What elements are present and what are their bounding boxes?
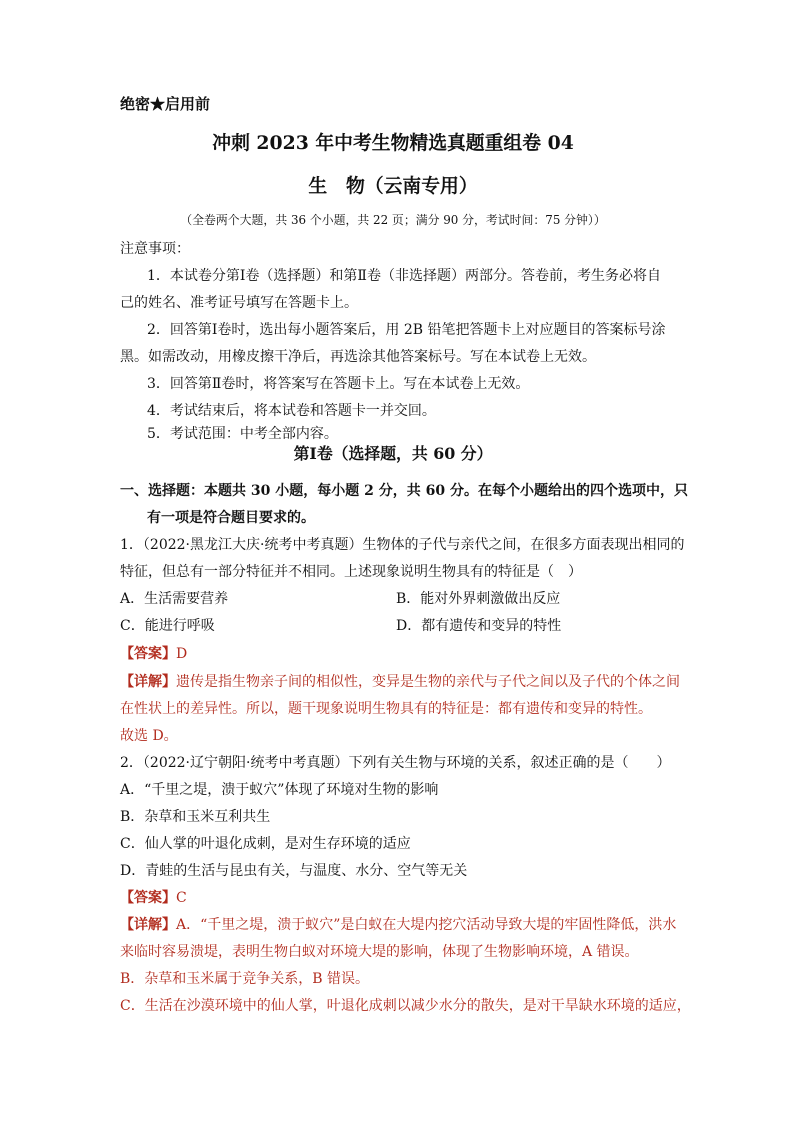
section-instruction-line-1: 一、选择题：本题共 30 小题，每小题 2 分，共 60 分。在每个小题给出的四个选项中，只 bbox=[120, 483, 688, 499]
page-subtitle: 生 物（云南专用） bbox=[308, 175, 478, 197]
q1-option-a: A．生活需要营养 bbox=[120, 591, 229, 607]
q2-option-b: B．杂草和玉米互利共生 bbox=[120, 809, 271, 825]
notice-item-1-line-1: 1．本试卷分第Ⅰ卷（选择题）和第Ⅱ卷（非选择题）两部分。答卷前，考生务必将自 bbox=[147, 268, 661, 284]
q1-detail-text: 遗传是指生物亲子间的相似性，变异是生物的亲代与子代之间以及子代的个体之间 bbox=[176, 674, 680, 690]
notice-item-4: 4．考试结束后，将本试卷和答题卡一并交回。 bbox=[147, 403, 436, 419]
q1-detail-line-2: 在性状上的差异性。所以，题干现象说明生物具有的特征是：都有遗传和变异的特性。 bbox=[120, 701, 652, 717]
q1-stem-line-2: 特征，但总有一部分特征并不相同。上述现象说明生物具有的特征是（ ） bbox=[120, 564, 582, 580]
exam-info: （全卷两个大题，共 36 个小题，共 22 页；满分 90 分，考试时间：75 分钟）） bbox=[180, 213, 606, 227]
q2-option-a: A．“千里之堤，溃于蚁穴”体现了环境对生物的影响 bbox=[120, 782, 439, 798]
q2-detail-line-3: B．杂草和玉米属于竞争关系，B 错误。 bbox=[120, 971, 370, 987]
q1-source: （2022·黑龙江大庆·统考中考真题） bbox=[142, 537, 363, 553]
q2-detail-text: A．“千里之堤，溃于蚁穴”是白蚁在大堤内挖穴活动导致大堤的牢固性降低，洪水 bbox=[176, 917, 677, 933]
q1-number: 1． bbox=[120, 537, 143, 553]
q1-stem-line-1 bbox=[120, 536, 684, 554]
notice-item-5: 5．考试范围：中考全部内容。 bbox=[147, 426, 338, 442]
q2-detail-line-2: 来临时容易溃堤，表明生物白蚁对环境大堤的影响，体现了生物影响环境，A 错误。 bbox=[120, 944, 639, 960]
q1-detail-line-1 bbox=[120, 673, 680, 691]
q1-option-c: C．能进行呼吸 bbox=[120, 618, 215, 634]
q2-detail-line-1 bbox=[120, 916, 676, 934]
q2-answer-label: 【答案】 bbox=[120, 890, 176, 906]
q2-source: （2022·辽宁朝阳·统考中考真题） bbox=[142, 755, 349, 771]
q2-answer-value: C bbox=[176, 890, 187, 906]
q1-option-d: D．都有遗传和变异的特性 bbox=[396, 618, 562, 634]
section-title: 第Ⅰ卷（选择题，共 60 分） bbox=[293, 444, 493, 463]
q1-option-b: B．能对外界刺激做出反应 bbox=[396, 591, 561, 607]
q1-answer bbox=[120, 645, 187, 663]
q1-detail-line-3: 故选 D。 bbox=[120, 728, 178, 744]
q1-stem-text: 生物体的子代与亲代之间，在很多方面表现出相同的 bbox=[362, 537, 685, 553]
secret-label: 绝密★启用前 bbox=[120, 95, 211, 113]
q1-detail-label: 【详解】 bbox=[120, 674, 176, 690]
q2-stem-text: 下列有关生物与环境的关系，叙述正确的是（ ） bbox=[348, 755, 671, 771]
page-title: 冲刺 2023 年中考生物精选真题重组卷 04 bbox=[212, 132, 574, 154]
q2-answer bbox=[120, 889, 187, 907]
q2-number: 2． bbox=[120, 755, 143, 771]
notice-item-3: 3．回答第Ⅱ卷时，将答案写在答题卡上。写在本试卷上无效。 bbox=[147, 376, 530, 392]
q2-option-c: C．仙人掌的叶退化成刺，是对生存环境的适应 bbox=[120, 836, 411, 852]
q2-option-d: D．青蛙的生活与昆虫有关，与温度、水分、空气等无关 bbox=[120, 863, 468, 879]
notice-heading: 注意事项： bbox=[120, 241, 190, 257]
notice-item-2-line-1: 2．回答第Ⅰ卷时，选出每小题答案后，用 2B 铅笔把答题卡上对应题目的答案标号涂 bbox=[147, 322, 666, 338]
notice-item-1-line-2: 己的姓名、准考证号填写在答题卡上。 bbox=[120, 295, 358, 311]
q2-detail-label: 【详解】 bbox=[120, 917, 176, 933]
q2-stem bbox=[120, 754, 670, 772]
section-instruction-line-2: 有一项是符合题目要求的。 bbox=[147, 510, 315, 526]
q1-answer-label: 【答案】 bbox=[120, 646, 176, 662]
q2-detail-line-4: C．生活在沙漠环境中的仙人掌，叶退化成刺以减少水分的散失，是对干旱缺水环境的适应， bbox=[120, 998, 691, 1014]
q1-answer-value: D bbox=[176, 646, 188, 662]
notice-item-2-line-2: 黑。如需改动，用橡皮擦干净后，再选涂其他答案标号。写在本试卷上无效。 bbox=[120, 349, 596, 365]
